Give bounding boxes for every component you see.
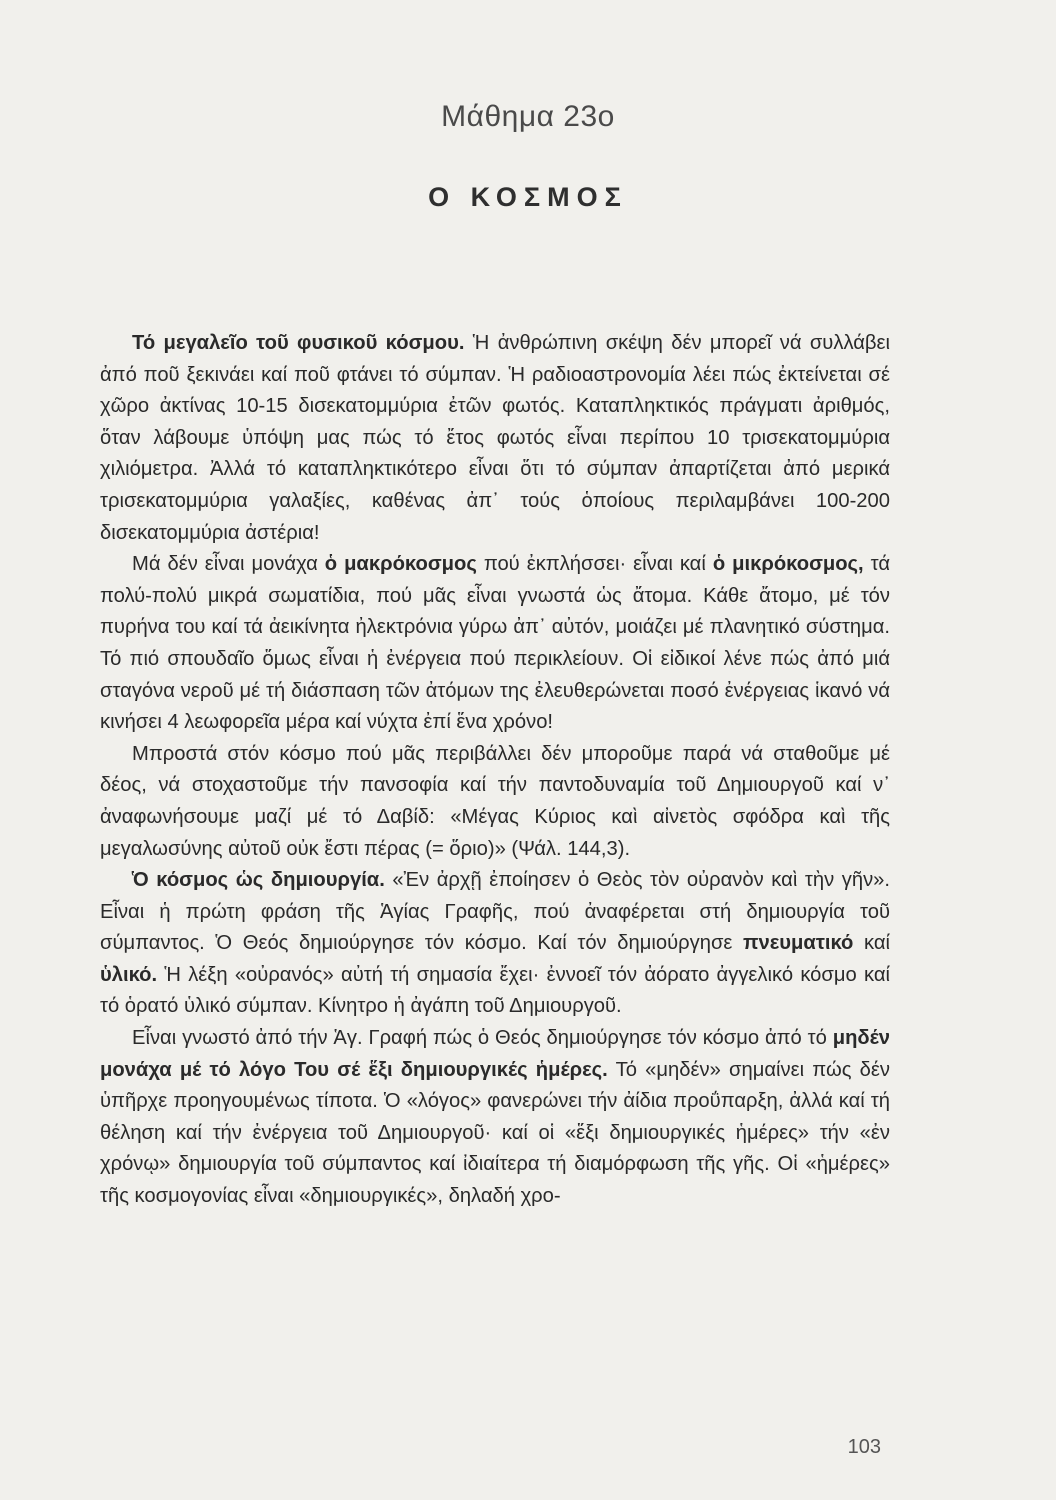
paragraph-2: [100, 549, 890, 739]
paragraph-1: [100, 328, 890, 549]
bold-microcosm: ὁ μικρόκοσμος,: [712, 553, 864, 576]
page-title: Ο ΚΟΣΜΟΣ: [428, 182, 628, 212]
paragraph-2-text-c: τά πολύ-πολύ μικρά σωματίδια, πού μᾶς εἶναι γνωστά ὡς ἄτομα. Κάθε ἄτομο, μέ τόν πυρήνα του καί τά ἀεικίνητα ἠλεκτρόνια γύρω ἀπ᾿ αὐτόν, μοιάζει μέ πλανητικό σύστημα. Τό πιό σπουδαῖο ὅμως εἶναι ἡ ἐνέργεια πού περικλείουν. Οἱ εἰδικοί λένε πώς ἀπό μιά σταγόνα νεροῦ μέ τή διάσπαση τῶν ἀτόμων της ἐλευθερώνεται ποσό ἐνέργειας ἱκανό νά κινήσει 4 λεωφορεῖα μέρα καί νύχτα ἐπί ἕνα χρόνο!: [100, 553, 891, 734]
paragraph-4-text-c: Ἡ λέξη «οὐρανός» αὐτή τή σημασία ἔχει· ἐννοεῖ τόν ἀόρατο ἀγγελικό κόσμο καί τό ὁρατό ὑλικό σύμπαν. Κίνητρο ἡ ἀγάπη τοῦ Δημιουργοῦ.: [100, 963, 890, 1018]
paragraph-4-text-a: «Ἐν ἀρχῇ ἐποίησεν ὁ Θεὸς τὸν οὐρανὸν καὶ τὴν γῆν». Εἶναι ἡ πρώτη φράση τῆς Ἁγίας Γραφῆς, πού ἀναφέρεται στή δημιουργία τοῦ σύμπαντος. Ὁ Θεός δημιούργησε τόν κόσμο. Καί τόν δημιούργησε: [100, 869, 890, 955]
paragraph-4-text-b: καί: [853, 932, 890, 955]
bold-spiritual: πνευματικό: [743, 932, 854, 955]
bold-macrocosm: ὁ μακρόκοσμος: [324, 553, 477, 576]
paragraph-5: [100, 1023, 890, 1213]
paragraph-5-text-a: Εἶναι γνωστό ἀπό τήν Ἁγ. Γραφή πώς ὁ Θεός δημιούργησε τόν κόσμο ἀπό τό: [132, 1027, 833, 1050]
bold-material: ὑλικό.: [100, 963, 158, 986]
paragraph-2-text-a: Μά δέν εἶναι μονάχα: [132, 553, 325, 576]
chapter-heading: Μάθημα 23ο: [441, 100, 615, 133]
paragraph-3-text: Μπροστά στόν κόσμο πού μᾶς περιβάλλει δέν μποροῦμε παρά νά σταθοῦμε μέ δέος, νά στοχαστοῦμε τήν πανσοφία καί τήν παντοδυναμία τοῦ Δημιουργοῦ καί ν᾿ ἀναφωνήσουμε μαζί μέ τό Δαβίδ: «Μέγας Κύριος καὶ αἰνετὸς σφόδρα καὶ τῆς μεγαλωσύνης αὐτοῦ οὐκ ἔστι πέρας (= ὅριο)» (Ψάλ. 144,3).: [100, 742, 890, 860]
paragraph-2-text-b: πού ἐκπλήσσει· εἶναι καί: [476, 553, 713, 576]
paragraph-1-text: Ἡ ἀνθρώπινη σκέψη δέν μπορεῖ νά συλλάβει ἀπό ποῦ ξεκινάει καί ποῦ φτάνει τό σύμπαν. Ἡ ραδιοαστρονομία λέει πώς ἐκτείνεται σέ χῶρο ἀκτίνας 10-15 δισεκατομμύρια ἐτῶν φωτός. Καταπληκτικός πράγματι ἀριθμός, ὅταν λάβουμε ὑπόψη μας πώς τό ἔτος φωτός εἶναι περίπου 10 τρισεκατομμύρια χιλιόμετρα. Ἀλλά τό καταπληκτικότερο εἶναι ὅτι τό σύμπαν ἀπαρτίζεται ἀπό μερικά τρισεκατομμύρια γαλαξίες, καθένας ἀπ᾿ τούς ὁποίους περιλαμβάνει 100-200 δισεκατομμύρια ἀστέρια!: [100, 332, 890, 544]
page-number: 103: [847, 1436, 881, 1458]
bold-creation-from-nothing: μηδέν μονάχα μέ τό λόγο Του σέ ἕξι δημιουργικές ἡμέρες.: [100, 1027, 890, 1081]
section-heading-creation: Ὁ κόσμος ὡς δημιουργία.: [132, 869, 385, 892]
paragraph-5-text-b: Τό «μηδέν» σημαίνει πώς δέν ὑπῆρχε προηγουμένως τίποτα. Ὁ «λόγος» φανερώνει τήν ἀίδια προΰπαρξη, ἀλλά καί τή θέληση καί τήν ἐνέργεια τοῦ Δημιουργοῦ· καί οἱ «ἕξι δημιουργικές ἡμέρες» τήν «ἐν χρόνῳ» δημιουργία τοῦ σύμπαντος καί ἰδιαίτερα τή διαμόρφωση τῆς γῆς. Οἱ «ἡμέρες» τῆς κοσμογονίας εἶναι «δημιουργικές», δηλαδή χρο-: [100, 1058, 890, 1208]
section-heading-physical-world: Τό μεγαλεῖο τοῦ φυσικοῦ κόσμου.: [132, 332, 465, 354]
paragraph-4: [100, 865, 890, 1023]
body-text: [100, 328, 890, 1213]
paragraph-3: [100, 739, 890, 865]
